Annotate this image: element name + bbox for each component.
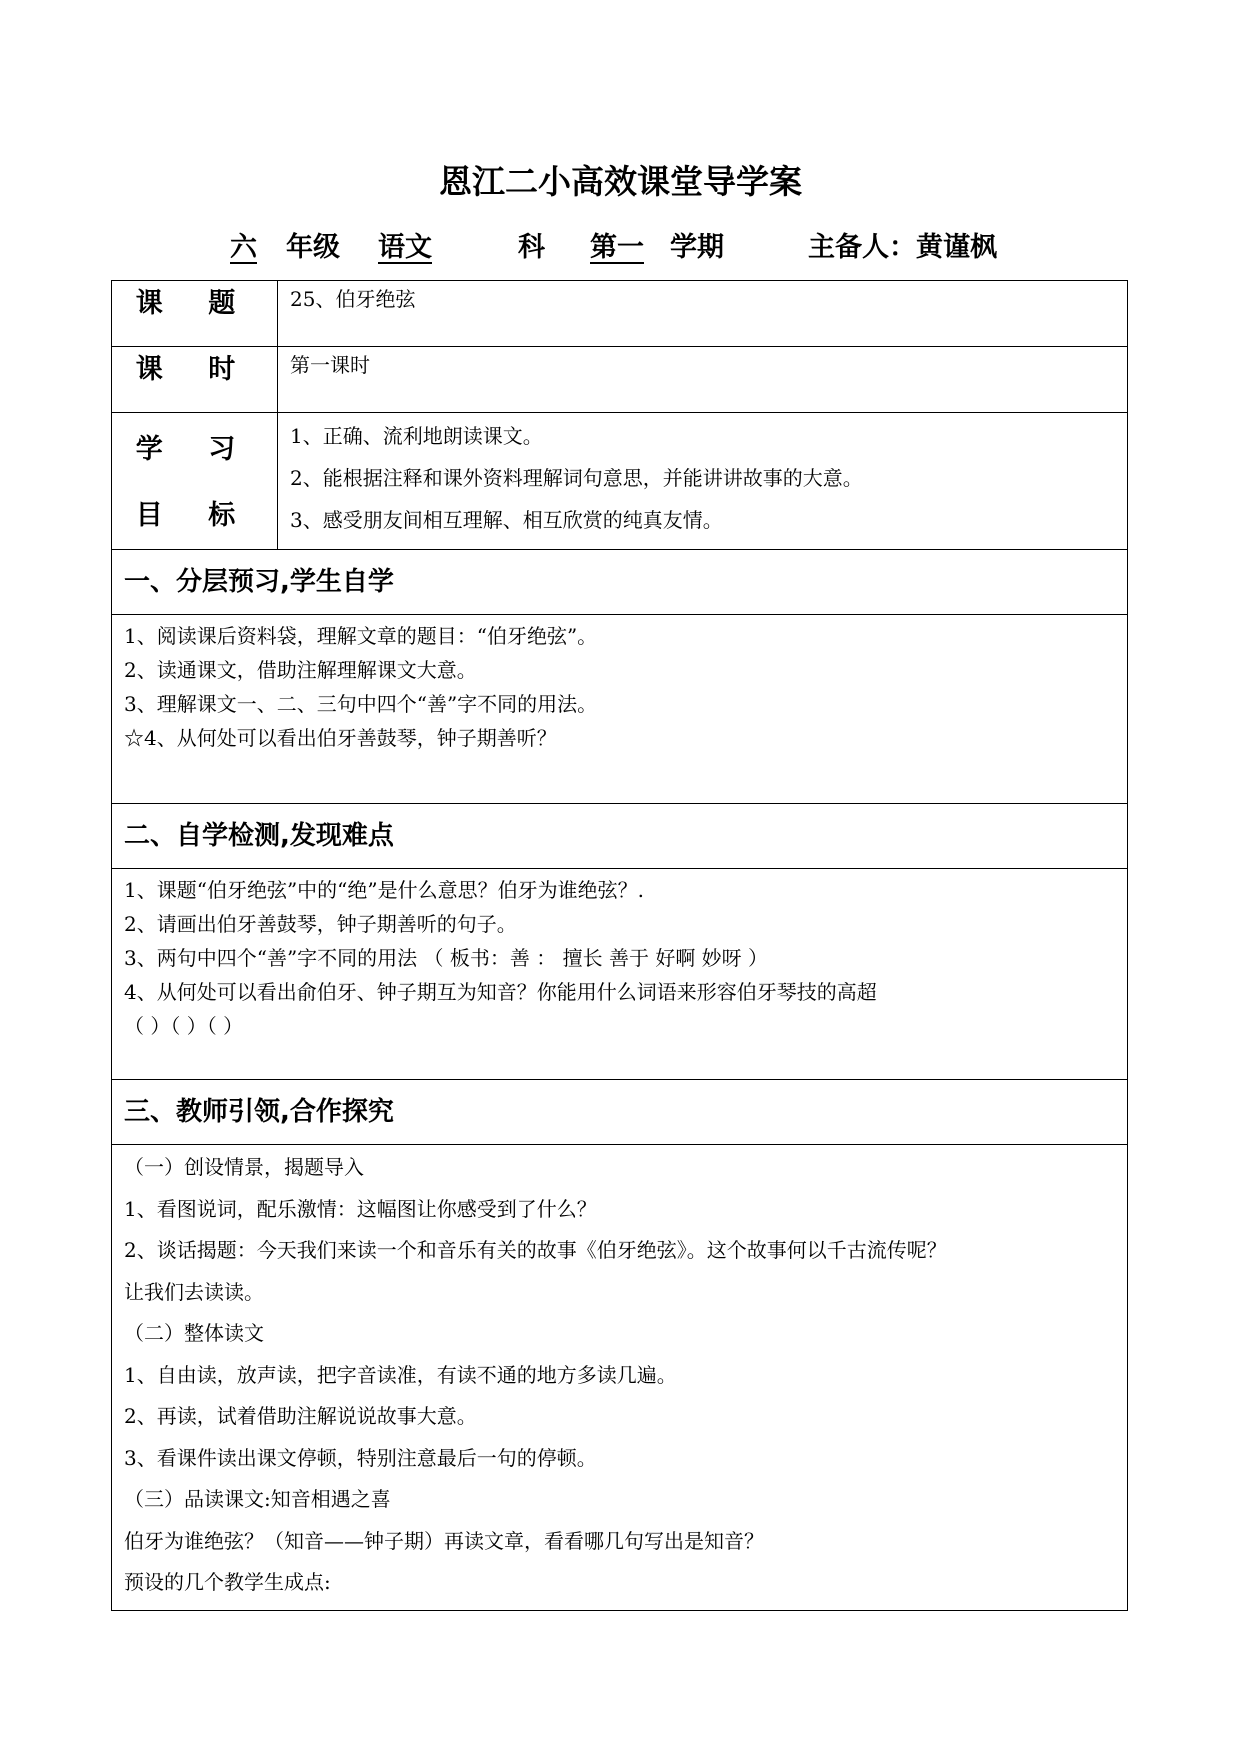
list-item: 1、阅读课后资料袋，理解文章的题目：“伯牙绝弦”。 bbox=[124, 624, 598, 648]
section1-body bbox=[112, 615, 1128, 804]
list-item: ☆4、从何处可以看出伯牙善鼓琴，钟子期善听？ bbox=[124, 726, 557, 750]
section2-heading-row bbox=[112, 804, 1128, 869]
answer-blanks: （ ）（ ）（ ） bbox=[124, 1014, 244, 1038]
list-item: 4、从何处可以看出俞伯牙、钟子期互为知音？你能用什么词语来形容伯牙琴技的高超 bbox=[124, 980, 877, 1004]
goals-label bbox=[112, 413, 278, 550]
list-item: 让我们去读读。 bbox=[124, 1279, 264, 1304]
list-item: 3、两句中四个“善”字不同的用法 （ 板书：善 ： 擅长 善于 好啊 妙呀 ） bbox=[124, 946, 769, 970]
list-item: 2、请画出伯牙善鼓琴，钟子期善听的句子。 bbox=[124, 912, 517, 936]
topic-value: 25、伯牙绝弦 bbox=[278, 281, 1128, 347]
page-title: 恩江二小高效课堂导学案 bbox=[439, 162, 802, 201]
section3-heading-row bbox=[112, 1080, 1128, 1145]
list-item: （二）整体读文 bbox=[124, 1321, 264, 1345]
list-item: 1、自由读，放声读，把字音读准，有读不通的地方多读几遍。 bbox=[124, 1362, 677, 1387]
goals-list bbox=[278, 413, 1128, 550]
meta-line bbox=[230, 228, 1030, 268]
grade-suffix: 年级 bbox=[286, 232, 340, 263]
period-row bbox=[112, 347, 1128, 413]
preparer: 主备人：黄谨枫 bbox=[808, 232, 997, 263]
topic-label: 课 题 bbox=[112, 281, 278, 347]
section2-body-row bbox=[112, 869, 1128, 1080]
section3-body bbox=[112, 1145, 1128, 1611]
section2-heading: 二、自学检测,发现难点 bbox=[112, 804, 1128, 869]
list-item: 2、再读，试着借助注解说说故事大意。 bbox=[124, 1404, 477, 1428]
section1-heading: 一、分层预习,学生自学 bbox=[112, 550, 1128, 615]
list-item: 预设的几个教学生成点: bbox=[124, 1570, 331, 1594]
term-suffix: 学期 bbox=[670, 232, 724, 263]
period-value: 第一课时 bbox=[278, 347, 1128, 413]
goal-item: 3、感受朋友间相互理解、相互欣赏的纯真友情。 bbox=[290, 508, 723, 532]
list-item: 伯牙为谁绝弦？（知音——钟子期）再读文章，看看哪几句写出是知音？ bbox=[124, 1528, 764, 1553]
goals-row bbox=[112, 413, 1128, 550]
period-label: 课 时 bbox=[112, 347, 278, 413]
list-item: 1、看图说词，配乐激情：这幅图让你感受到了什么？ bbox=[124, 1196, 597, 1221]
goal-item: 2、能根据注释和课外资料理解词句意思，并能讲讲故事的大意。 bbox=[290, 466, 863, 490]
section1-body-row bbox=[112, 615, 1128, 804]
term-value: 第一 bbox=[590, 232, 644, 263]
section1-heading-row bbox=[112, 550, 1128, 615]
list-item: （三）品读课文:知音相遇之喜 bbox=[124, 1487, 391, 1511]
section3-body-row bbox=[112, 1145, 1128, 1611]
grade-field bbox=[230, 228, 257, 268]
subject-value: 语文 bbox=[378, 232, 432, 263]
list-item: 2、读通课文，借助注解理解课文大意。 bbox=[124, 658, 477, 682]
goal-item: 1、正确、流利地朗读课文。 bbox=[290, 424, 543, 448]
topic-row bbox=[112, 281, 1128, 347]
list-item: （一）创设情景，揭题导入 bbox=[124, 1155, 364, 1179]
lesson-table bbox=[111, 280, 1128, 1611]
subject-suffix: 科 bbox=[518, 232, 545, 263]
list-item: 3、理解课文一、二、三句中四个“善”字不同的用法。 bbox=[124, 692, 598, 716]
section3-heading: 三、教师引领,合作探究 bbox=[112, 1080, 1128, 1145]
goals-label-line-2: 目 标 bbox=[135, 500, 254, 531]
list-item: 2、谈话揭题：今天我们来读一个和音乐有关的故事《伯牙绝弦》。这个故事何以千古流传呢？ bbox=[124, 1238, 947, 1262]
section2-body bbox=[112, 869, 1128, 1080]
goals-label-line-1: 学 习 bbox=[135, 434, 254, 465]
list-item: 1、课题“伯牙绝弦”中的“绝”是什么意思？伯牙为谁绝弦？. bbox=[124, 878, 644, 902]
grade-value: 六 bbox=[230, 232, 257, 263]
list-item: 3、看课件读出课文停顿，特别注意最后一句的停顿。 bbox=[124, 1445, 597, 1470]
